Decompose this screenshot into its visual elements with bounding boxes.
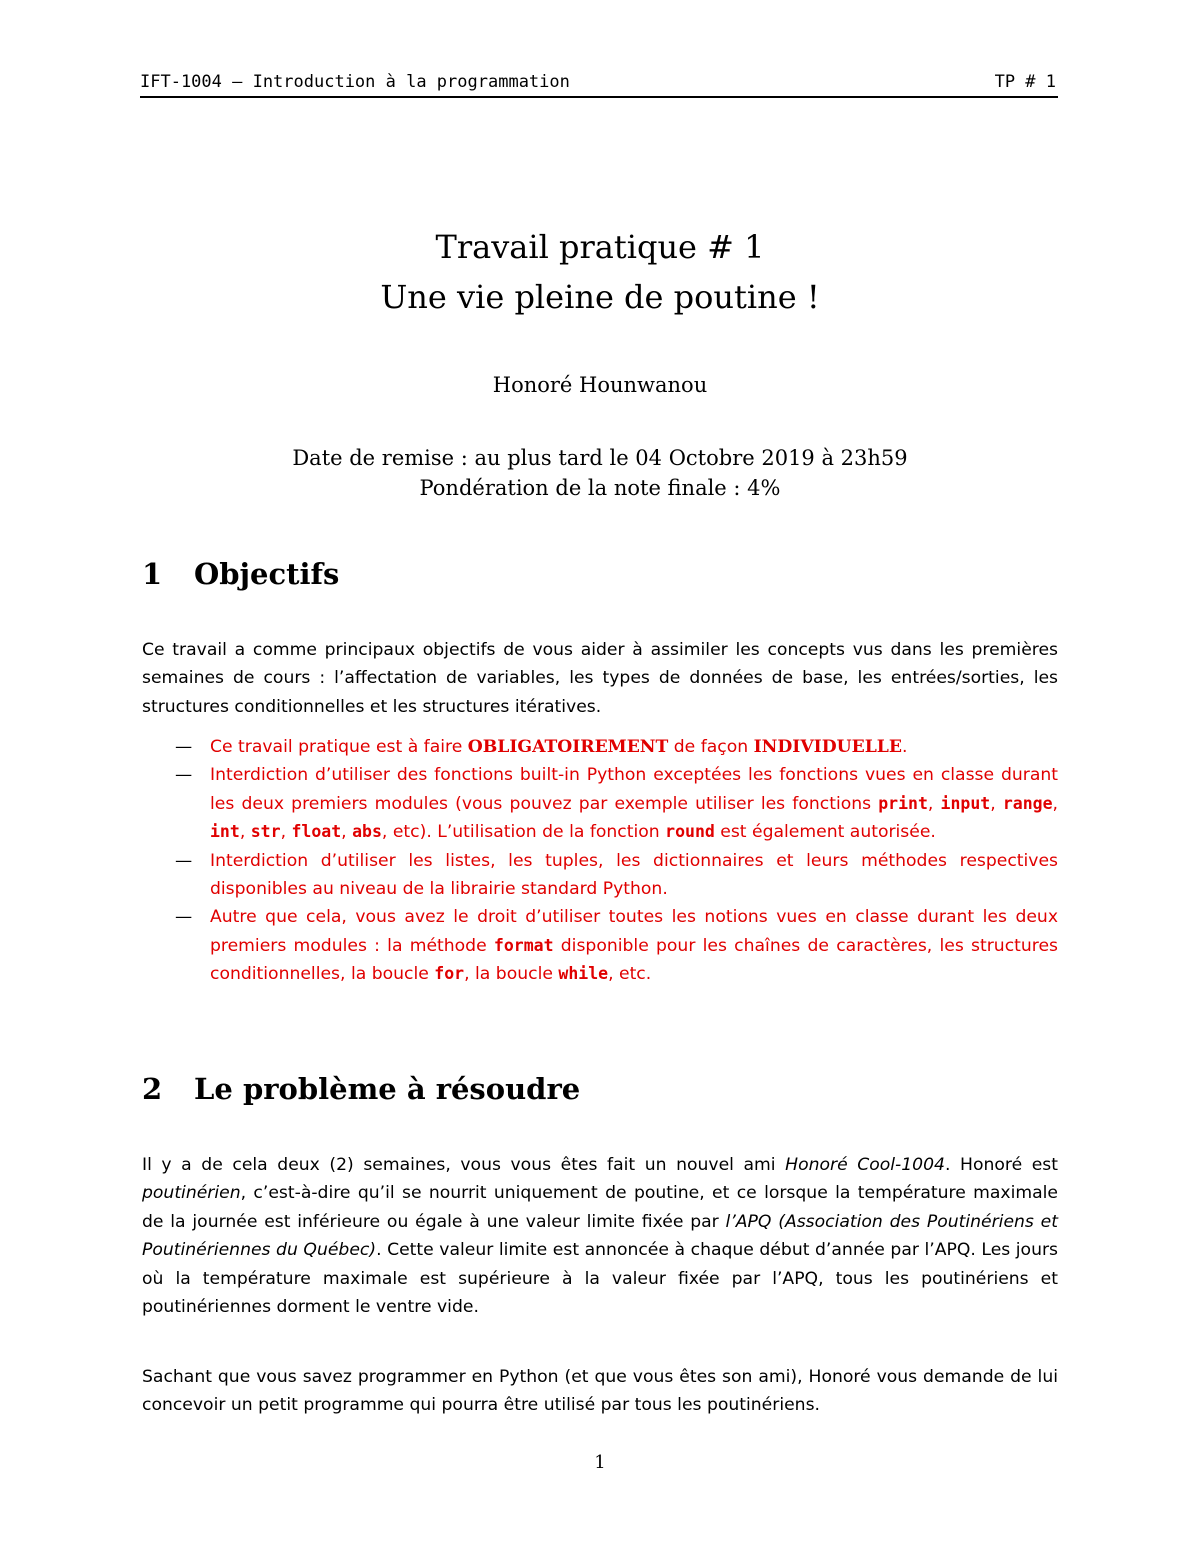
title-line-2: Une vie pleine de poutine ! — [380, 278, 820, 316]
title-line-1: Travail pratique # 1 — [435, 228, 765, 266]
text: , — [280, 822, 292, 843]
text: Ce travail pratique est à faire — [210, 737, 468, 757]
text: , — [239, 822, 251, 843]
italic-name: Honoré Cool-1004 — [785, 1155, 945, 1175]
emphasis: OBLIGATOIREMENT — [467, 737, 669, 757]
header-course: IFT-1004 — Introduction à la programmation — [140, 72, 570, 92]
text: Interdiction d’utiliser les listes, les tuples, les dictionnaires et leurs méthodes respectives disponibles au niveau de la librairie standard Python. — [210, 850, 1058, 900]
code: input — [940, 793, 991, 813]
section-heading-objectifs — [142, 557, 339, 591]
text: de façon — [668, 737, 754, 757]
list-item — [175, 761, 1058, 846]
text: disponible pour les chaînes de caractères, les structures conditionnelles, la boucle — [210, 935, 1058, 985]
text: est également autorisée. — [714, 822, 936, 843]
list-dash: — — [175, 737, 193, 757]
text: . — [901, 737, 908, 757]
code: while — [558, 964, 609, 984]
section-number: 1 — [142, 557, 163, 591]
header-tp: TP # 1 — [994, 72, 1056, 92]
list-item — [175, 847, 1058, 904]
text: , — [927, 793, 941, 814]
section-number: 2 — [142, 1072, 163, 1106]
code: abs — [352, 822, 382, 842]
text: , — [341, 822, 353, 843]
text: , — [990, 793, 1003, 814]
list-dash: — — [175, 765, 193, 786]
list-item — [175, 903, 1058, 988]
text: , etc). L’utilisation de la fonction — [381, 822, 666, 843]
text: . Cette valeur limite est annoncée à chaque début d’année par l’APQ. Les jours où la température maximale est supérieure à la valeur fixée par l’APQ, tous les poutinériens et poutinériennes dorment le ventre vide. — [142, 1240, 1058, 1318]
text: , la boucle — [464, 964, 559, 985]
section-title: Le problème à résoudre — [194, 1072, 581, 1106]
section-title: Objectifs — [194, 557, 340, 591]
section-heading-probleme — [142, 1072, 580, 1106]
deadline: Date de remise : au plus tard le 04 Octobre 2019 à 23h59 — [292, 446, 908, 470]
running-header — [140, 68, 1058, 98]
text: , etc. — [608, 964, 652, 985]
text: , — [1052, 793, 1058, 814]
emphasis: INDIVIDUELLE — [753, 737, 902, 757]
text: Autre que cela, vous avez le droit d’utiliser toutes les notions vues en classe durant les deux premiers modules : la méthode — [210, 907, 1058, 956]
text: Interdiction d’utiliser des fonctions built-in Python exceptées les fonctions vues en classe durant les deux premiers modules (vous pouvez par exemple utiliser les fonctions — [210, 765, 1058, 814]
document-title — [0, 222, 1200, 322]
code: print — [878, 793, 928, 813]
text: , c’est-à-dire qu’il se nourrit uniquement de poutine, et ce lorsque la température maximale de la journée est inférieure ou égale à une valeur limite fixée par — [142, 1183, 1058, 1232]
code: round — [665, 822, 715, 842]
italic-organization: l’APQ (Association des Poutinériens et Poutinériennes du Québec) — [142, 1211, 1058, 1261]
page-number: 1 — [594, 1452, 606, 1473]
code: format — [493, 935, 554, 955]
code: range — [1002, 793, 1053, 813]
code: int — [210, 822, 240, 842]
probleme-paragraph-1 — [142, 1151, 1058, 1321]
text: . Honoré est — [944, 1155, 1058, 1175]
code: str — [250, 822, 281, 842]
text: Il y a de cela deux (2) semaines, vous vous êtes fait un nouvel ami — [142, 1155, 786, 1175]
list-item — [175, 733, 1058, 761]
code: for — [434, 964, 465, 984]
grade-weight: Pondération de la note finale : 4% — [419, 476, 781, 500]
author: Honoré Hounwanou — [492, 373, 708, 397]
italic-term: poutinérien — [142, 1183, 241, 1204]
requirements-list — [175, 733, 1058, 989]
deadline-block — [0, 443, 1200, 503]
probleme-paragraph-2: Sachant que vous savez programmer en Python (et que vous êtes son ami), Honoré vous demande de lui concevoir un petit programme qui pourra être utilisé par tous les poutinériens. — [142, 1367, 1058, 1416]
list-dash: — — [175, 907, 193, 928]
objectifs-intro: Ce travail a comme principaux objectifs de vous aider à assimiler les concepts vus dans les premières semaines de cours : l’affectation de variables, les types de données de base, les entrées/sorties, les structures conditionnelles et les structures itératives. — [142, 640, 1058, 717]
list-dash: — — [175, 850, 193, 871]
code: float — [291, 822, 342, 842]
